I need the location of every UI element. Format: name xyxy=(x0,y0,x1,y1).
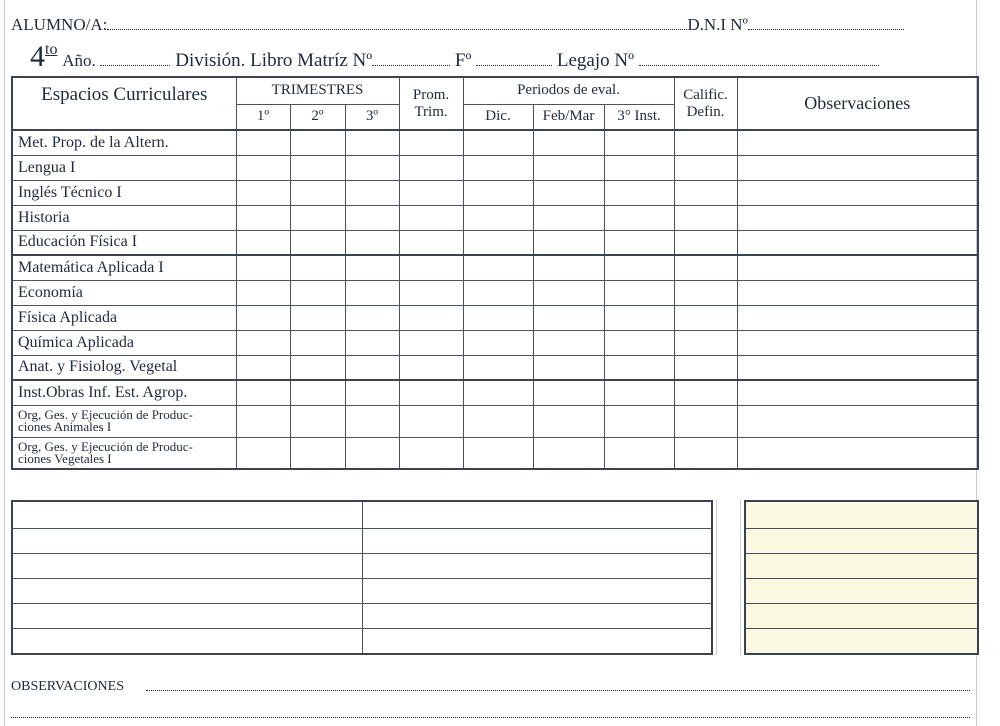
grade-cell[interactable] xyxy=(290,230,345,255)
highlighted-grid-rule xyxy=(746,578,977,579)
header-prom xyxy=(399,77,463,130)
grade-cell[interactable] xyxy=(290,405,345,437)
grade-cell[interactable] xyxy=(290,355,345,380)
anio-label: Año. xyxy=(62,51,96,70)
subject-line: ciones Vegetales I xyxy=(18,450,112,466)
grade-cell[interactable] xyxy=(533,380,604,405)
grade-cell[interactable] xyxy=(604,230,674,255)
grade-cell[interactable] xyxy=(674,230,737,255)
grade-cell[interactable] xyxy=(463,255,533,280)
header-trim-2: 2º xyxy=(290,104,345,130)
grade-cell[interactable] xyxy=(463,205,533,230)
grade-cell[interactable] xyxy=(533,405,604,437)
grade-cell[interactable] xyxy=(345,330,399,355)
grade-cell[interactable] xyxy=(236,355,290,380)
grade-cell[interactable] xyxy=(399,355,463,380)
lower-grid-rule xyxy=(13,578,711,579)
grade-cell[interactable] xyxy=(463,230,533,255)
grade-cell[interactable] xyxy=(463,155,533,180)
observation-cell[interactable] xyxy=(737,355,978,380)
grade-cell[interactable] xyxy=(463,380,533,405)
grade-cell[interactable] xyxy=(345,305,399,330)
grade-cell[interactable] xyxy=(236,155,290,180)
grade-cell[interactable] xyxy=(236,280,290,305)
subject-cell: Historia xyxy=(12,205,236,230)
grade-cell[interactable] xyxy=(399,180,463,205)
grade-cell[interactable] xyxy=(604,330,674,355)
grade-cell[interactable] xyxy=(463,280,533,305)
grade-cell[interactable] xyxy=(345,405,399,437)
header-prom-line1: Prom. xyxy=(412,86,450,103)
observation-cell[interactable] xyxy=(737,330,978,355)
grade-cell[interactable] xyxy=(674,355,737,380)
subject-cell: Lengua I xyxy=(12,155,236,180)
grade-cell[interactable] xyxy=(399,255,463,280)
observation-cell[interactable] xyxy=(737,305,978,330)
gap-guide-line xyxy=(716,500,717,655)
observation-cell[interactable] xyxy=(737,180,978,205)
observation-cell[interactable] xyxy=(737,205,978,230)
table-row xyxy=(12,130,978,155)
folio-field[interactable] xyxy=(476,65,552,66)
subject-cell: Inglés Técnico I xyxy=(12,180,236,205)
grade-cell[interactable] xyxy=(533,205,604,230)
subject-cell: Economía xyxy=(12,280,236,305)
table-row xyxy=(12,437,978,469)
highlighted-grid-rule xyxy=(746,528,977,529)
highlighted-grid-rule xyxy=(746,553,977,554)
grade-cell[interactable] xyxy=(236,437,290,469)
grade-cell[interactable] xyxy=(604,405,674,437)
grade-cell[interactable] xyxy=(236,205,290,230)
header-line-student xyxy=(11,15,904,35)
subject-cell: Matemática Aplicada I xyxy=(12,255,236,280)
grade-cell[interactable] xyxy=(345,230,399,255)
table-row xyxy=(12,205,978,230)
grade-cell[interactable] xyxy=(533,305,604,330)
header-prom-line2: Trim. xyxy=(414,103,448,120)
header-periodo-3inst: 3° Inst. xyxy=(604,104,674,130)
subject-cell xyxy=(12,405,236,437)
subject-cell: Anat. y Fisiolog. Vegetal xyxy=(12,355,236,380)
table-row xyxy=(12,355,978,380)
grade-cell[interactable] xyxy=(290,180,345,205)
legajo-label: Legajo Nº xyxy=(556,50,634,71)
highlighted-grid-rule xyxy=(746,603,977,604)
lower-grid-rule xyxy=(13,528,711,529)
grade-cell[interactable] xyxy=(674,380,737,405)
observation-cell[interactable] xyxy=(737,437,978,469)
year-suffix: to xyxy=(45,41,58,58)
grade-cell[interactable] xyxy=(236,305,290,330)
grade-cell[interactable] xyxy=(290,255,345,280)
gap-guide-line xyxy=(740,500,741,655)
subject-line: ciones Animales I xyxy=(18,419,112,434)
lower-grid-rule xyxy=(13,603,711,604)
grade-cell[interactable] xyxy=(290,437,345,469)
grade-cell[interactable] xyxy=(533,130,604,155)
grade-cell[interactable] xyxy=(463,355,533,380)
grade-cell[interactable] xyxy=(399,155,463,180)
subject-cell: Educación Física I xyxy=(12,230,236,255)
lower-grid-box xyxy=(11,500,713,655)
header-trim-3: 3º xyxy=(345,104,399,130)
grade-cell[interactable] xyxy=(345,355,399,380)
grade-cell[interactable] xyxy=(674,405,737,437)
grade-cell[interactable] xyxy=(674,130,737,155)
grade-cell[interactable] xyxy=(674,437,737,469)
header-trim-1: 1º xyxy=(236,104,290,130)
subject-cell: Inst.Obras Inf. Est. Agrop. xyxy=(12,380,236,405)
highlighted-grid-box xyxy=(744,500,979,655)
grade-cell[interactable] xyxy=(674,305,737,330)
observaciones-field-line[interactable] xyxy=(11,717,970,718)
grade-cell[interactable] xyxy=(399,130,463,155)
grade-cell[interactable] xyxy=(236,330,290,355)
subject-cell: Met. Prop. de la Altern. xyxy=(12,130,236,155)
subject-cell: Física Aplicada xyxy=(12,305,236,330)
dni-label: D.N.I Nº xyxy=(687,15,748,34)
grade-cell[interactable] xyxy=(463,130,533,155)
grade-cell[interactable] xyxy=(604,155,674,180)
grade-cell[interactable] xyxy=(290,305,345,330)
grade-cell[interactable] xyxy=(674,155,737,180)
table-row xyxy=(12,305,978,330)
grade-cell[interactable] xyxy=(604,280,674,305)
table-row xyxy=(12,155,978,180)
grade-cell[interactable] xyxy=(236,405,290,437)
observaciones-label: OBSERVACIONES xyxy=(11,679,124,694)
table-row xyxy=(12,380,978,405)
grade-cell[interactable] xyxy=(604,380,674,405)
grade-cell[interactable] xyxy=(604,180,674,205)
grade-cell[interactable] xyxy=(533,180,604,205)
header-observaciones: Observaciones xyxy=(737,77,978,130)
observaciones-field-line[interactable] xyxy=(146,690,970,691)
grade-cell[interactable] xyxy=(399,230,463,255)
grade-cell[interactable] xyxy=(345,280,399,305)
table-row xyxy=(12,180,978,205)
grade-cell[interactable] xyxy=(604,205,674,230)
lower-grid-rule xyxy=(13,628,711,629)
subject-cell: Química Aplicada xyxy=(12,330,236,355)
grade-cell[interactable] xyxy=(674,205,737,230)
grade-cell[interactable] xyxy=(345,130,399,155)
grade-cell[interactable] xyxy=(290,205,345,230)
footer-observaciones xyxy=(11,679,124,695)
grade-cell[interactable] xyxy=(604,255,674,280)
grade-cell[interactable] xyxy=(290,130,345,155)
grade-cell[interactable] xyxy=(463,437,533,469)
grade-cell[interactable] xyxy=(290,330,345,355)
subject-line: Org, Ges. y Ejecución de Produc- xyxy=(18,438,193,454)
grade-cell[interactable] xyxy=(533,437,604,469)
left-margin-line xyxy=(4,0,5,726)
grade-cell[interactable] xyxy=(533,280,604,305)
table-row xyxy=(12,280,978,305)
grade-cell[interactable] xyxy=(674,280,737,305)
grade-cell[interactable] xyxy=(533,255,604,280)
grade-cell[interactable] xyxy=(463,180,533,205)
grade-cell[interactable] xyxy=(604,355,674,380)
folio-label: Fº xyxy=(454,50,472,71)
observation-cell[interactable] xyxy=(737,380,978,405)
libro-field[interactable] xyxy=(372,65,450,66)
grades-table xyxy=(11,76,979,470)
grade-cell[interactable] xyxy=(533,155,604,180)
grade-cell[interactable] xyxy=(345,155,399,180)
grade-cell[interactable] xyxy=(674,255,737,280)
observation-cell[interactable] xyxy=(737,130,978,155)
grade-cell[interactable] xyxy=(533,230,604,255)
header-periodo-dic: Dic. xyxy=(463,104,533,130)
grade-cell[interactable] xyxy=(463,305,533,330)
grade-cell[interactable] xyxy=(236,130,290,155)
grade-cell[interactable] xyxy=(533,355,604,380)
table-row xyxy=(12,255,978,280)
grade-cell[interactable] xyxy=(463,330,533,355)
grade-cell[interactable] xyxy=(399,305,463,330)
header-periodo-febmar: Feb/Mar xyxy=(533,104,604,130)
grade-cell[interactable] xyxy=(290,155,345,180)
subject-cell xyxy=(12,437,236,469)
header-line-record xyxy=(30,40,879,74)
grade-cell[interactable] xyxy=(236,230,290,255)
dni-field[interactable] xyxy=(748,29,904,30)
header-periodos: Periodos de eval. xyxy=(463,77,674,104)
grade-cell[interactable] xyxy=(399,205,463,230)
year-number: 4 xyxy=(30,40,45,73)
observation-cell[interactable] xyxy=(737,255,978,280)
grade-cell[interactable] xyxy=(399,405,463,437)
grade-cell[interactable] xyxy=(674,330,737,355)
grade-cell[interactable] xyxy=(399,280,463,305)
grade-cell[interactable] xyxy=(236,180,290,205)
observation-cell[interactable] xyxy=(737,230,978,255)
lower-grid-rule xyxy=(13,553,711,554)
division-label: División. Libro Matríz Nº xyxy=(175,50,373,71)
grade-cell[interactable] xyxy=(463,405,533,437)
legajo-field[interactable] xyxy=(639,65,879,66)
grade-cell[interactable] xyxy=(399,330,463,355)
grade-cell[interactable] xyxy=(604,305,674,330)
grade-cell[interactable] xyxy=(604,130,674,155)
grade-cell[interactable] xyxy=(345,180,399,205)
grade-cell[interactable] xyxy=(345,255,399,280)
grade-cell[interactable] xyxy=(399,380,463,405)
observation-cell[interactable] xyxy=(737,405,978,437)
grade-cell[interactable] xyxy=(345,380,399,405)
header-calific xyxy=(674,77,737,130)
grades-body xyxy=(12,130,978,469)
grade-cell[interactable] xyxy=(533,330,604,355)
header-calific-line2: Defin. xyxy=(686,103,725,120)
grade-cell[interactable] xyxy=(604,437,674,469)
table-row xyxy=(12,405,978,437)
alumno-field[interactable] xyxy=(107,29,687,30)
grade-cell[interactable] xyxy=(236,380,290,405)
grade-cell[interactable] xyxy=(290,280,345,305)
alumno-label: ALUMNO/A: xyxy=(11,15,108,34)
grade-cell[interactable] xyxy=(345,205,399,230)
grade-cell[interactable] xyxy=(345,437,399,469)
grade-cell[interactable] xyxy=(674,180,737,205)
highlighted-grid-rule xyxy=(746,628,977,629)
header-espacios: Espacios Curriculares xyxy=(12,77,236,130)
grade-cell[interactable] xyxy=(290,380,345,405)
grade-cell[interactable] xyxy=(236,255,290,280)
header-calific-line1: Calific. xyxy=(683,86,728,103)
table-row xyxy=(12,330,978,355)
grade-cell[interactable] xyxy=(399,437,463,469)
subject-line: Org, Ges. y Ejecución de Produc- xyxy=(18,407,193,422)
header-trimestres: TRIMESTRES xyxy=(236,77,399,104)
table-row xyxy=(12,230,978,255)
observation-cell[interactable] xyxy=(737,155,978,180)
anio-field[interactable] xyxy=(100,65,170,66)
observation-cell[interactable] xyxy=(737,280,978,305)
